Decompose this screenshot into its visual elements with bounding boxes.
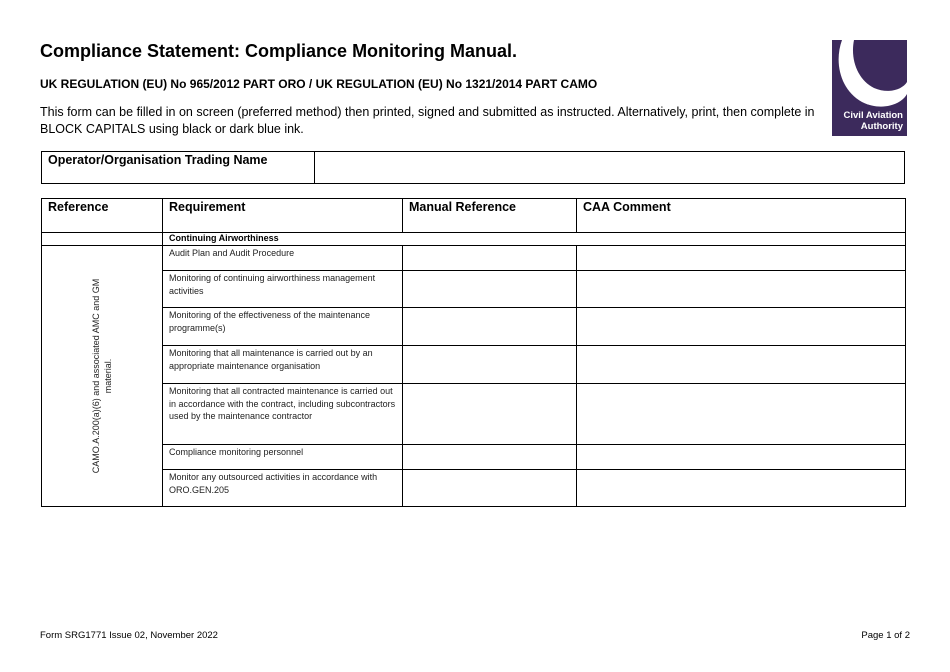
operator-table xyxy=(41,151,905,184)
header-manual-reference: Manual Reference xyxy=(403,199,577,233)
table-row xyxy=(42,470,906,507)
table-header-row xyxy=(42,199,906,233)
manual-reference-field[interactable] xyxy=(403,308,577,346)
section-ref-blank xyxy=(42,233,163,246)
instructions-text: This form can be filled in on screen (preferred method) then printed, signed and submitted as instructed. Alternatively, print, then complete in BLOCK CAPITALS using black or dark blue ink. xyxy=(40,105,815,136)
table-row xyxy=(42,308,906,346)
table-row xyxy=(42,384,906,445)
section-row xyxy=(42,233,906,246)
manual-reference-field[interactable] xyxy=(403,271,577,308)
requirement-cell: Audit Plan and Audit Procedure xyxy=(163,246,403,271)
operator-name-label: Operator/Organisation Trading Name xyxy=(42,152,315,184)
manual-reference-field[interactable] xyxy=(403,445,577,470)
table-row xyxy=(42,445,906,470)
section-title: Continuing Airworthiness xyxy=(163,233,906,246)
reference-text: CAMO.A.200(a)(6) and associated AMC and GM material. xyxy=(91,278,113,474)
requirement-cell: Monitoring of the effectiveness of the maintenance programme(s) xyxy=(163,308,403,346)
reference-cell xyxy=(42,246,163,507)
caa-comment-field[interactable] xyxy=(577,346,906,384)
header-reference: Reference xyxy=(42,199,163,233)
page-title: Compliance Statement: Compliance Monitoring Manual. xyxy=(40,41,518,61)
header-caa-comment: CAA Comment xyxy=(577,199,906,233)
manual-reference-field[interactable] xyxy=(403,384,577,445)
logo-line-1: Civil Aviation xyxy=(843,110,903,121)
requirement-cell: Monitor any outsourced activities in accordance with ORO.GEN.205 xyxy=(163,470,403,507)
page-number: Page 1 of 2 xyxy=(861,630,910,641)
manual-reference-field[interactable] xyxy=(403,246,577,271)
caa-comment-field[interactable] xyxy=(577,308,906,346)
caa-comment-field[interactable] xyxy=(577,246,906,271)
caa-comment-field[interactable] xyxy=(577,470,906,507)
operator-name-field[interactable] xyxy=(315,152,905,184)
manual-reference-field[interactable] xyxy=(403,470,577,507)
form-id: Form SRG1771 Issue 02, November 2022 xyxy=(40,630,218,641)
header-requirement: Requirement xyxy=(163,199,403,233)
caa-comment-field[interactable] xyxy=(577,271,906,308)
manual-reference-field[interactable] xyxy=(403,346,577,384)
table-row xyxy=(42,246,906,271)
requirement-cell: Monitoring of continuing airworthiness management activities xyxy=(163,271,403,308)
compliance-table xyxy=(41,198,906,507)
logo-line-2: Authority xyxy=(860,121,903,132)
requirement-cell: Compliance monitoring personnel xyxy=(163,445,403,470)
caa-comment-field[interactable] xyxy=(577,445,906,470)
table-row xyxy=(42,346,906,384)
caa-comment-field[interactable] xyxy=(577,384,906,445)
requirement-cell: Monitoring that all maintenance is carried out by an appropriate maintenance organisation xyxy=(163,346,403,384)
requirement-cell: Monitoring that all contracted maintenance is carried out in accordance with the contract, including subcontractors used by the maintenance contractor xyxy=(163,384,403,445)
logo-text xyxy=(844,110,903,132)
table-row xyxy=(42,271,906,308)
caa-logo xyxy=(832,40,907,136)
regulation-subtitle: UK REGULATION (EU) No 965/2012 PART ORO / UK REGULATION (EU) No 1321/2014 PART CAMO xyxy=(40,77,598,91)
